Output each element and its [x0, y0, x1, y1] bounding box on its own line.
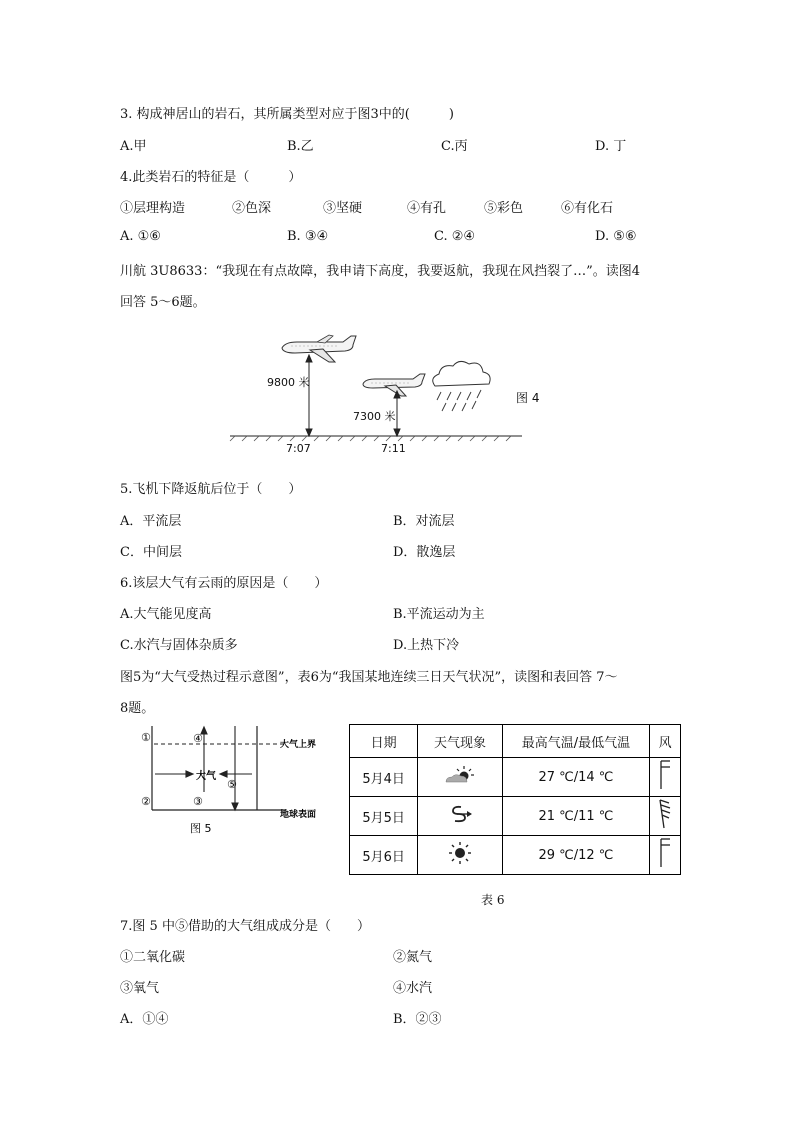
intro-56-line1: 川航 3U8633：“我现在有点故障，我申请下高度，我要返航，我现在风挡裂了…”。读图4 — [120, 264, 641, 279]
q6-option-a: A.大气能见度高 — [120, 607, 212, 622]
q7-stem: 7.图 5 中⑤借助的大气组成成分是（ ） — [120, 919, 370, 934]
weather-cell — [418, 758, 502, 797]
table-row — [350, 836, 681, 875]
q4-option-b: B. ③④ — [287, 229, 329, 244]
intro-78-line2: 8题。 — [120, 701, 155, 716]
figure-4 — [225, 328, 540, 458]
q5-option-c: C．中间层 — [120, 545, 182, 560]
q4-feature-1: ①层理构造 — [120, 201, 186, 216]
weather-cell — [418, 836, 502, 875]
rain-cloud-icon — [433, 361, 490, 411]
q3-option-b: B.乙 — [287, 139, 314, 154]
q3-option-c: C.丙 — [441, 139, 468, 154]
wind-cell — [650, 758, 681, 797]
fig5-atmosphere-label: 大气 — [196, 771, 216, 782]
q7-item-2: ②氮气 — [393, 950, 433, 965]
time-1-label: 7:07 — [286, 442, 311, 455]
q5-option-a: A．平流层 — [120, 514, 182, 529]
header-date: 日期 — [350, 725, 418, 758]
fig5-label-1: ① — [141, 731, 151, 744]
weather-cell — [418, 797, 502, 836]
altitude-high-label: 9800 米 — [267, 376, 310, 389]
intro-78-line1: 图5为“大气受热过程示意图”，表6为“我国某地连续三日天气状况”，读图和表回答 7～ — [120, 670, 618, 685]
q5-stem: 5.飞机下降返航后位于（ ） — [120, 482, 302, 497]
partly-cloudy-icon — [440, 764, 480, 786]
q7-option-b: B．②③ — [393, 1012, 442, 1027]
airplane-low-icon — [363, 374, 425, 396]
q3-option-a: A.甲 — [120, 139, 147, 154]
airplane-high-icon — [282, 335, 356, 362]
fig5-label-3: ③ — [193, 795, 203, 808]
wind-cell — [650, 797, 681, 836]
wind-barb-strong-icon — [657, 798, 673, 830]
table-row — [350, 758, 681, 797]
q6-option-b: B.平流运动为主 — [393, 607, 485, 622]
weather-table — [349, 724, 681, 875]
fig5-label-5: ⑤ — [227, 778, 237, 791]
q3-stem: 3. 构成神居山的岩石，其所属类型对应于图3中的( ) — [120, 107, 454, 122]
q5-option-b: B．对流层 — [393, 514, 455, 529]
q4-option-d: D. ⑤⑥ — [595, 229, 637, 244]
row-date: 5月6日 — [350, 836, 418, 875]
q4-option-c: C. ②④ — [434, 229, 476, 244]
q6-option-c: C.水汽与固体杂质多 — [120, 638, 238, 653]
figure-5-caption: 图 5 — [190, 822, 212, 835]
q5-option-d: D．散逸层 — [393, 545, 456, 560]
table-header-row — [350, 725, 681, 758]
q7-item-1: ①二氧化碳 — [120, 950, 186, 965]
q6-option-d: D.上热下冷 — [393, 638, 460, 653]
q7-item-4: ④水汽 — [393, 981, 433, 996]
header-weather: 天气现象 — [418, 725, 502, 758]
q4-feature-3: ③坚硬 — [323, 201, 363, 216]
wind-cell — [650, 836, 681, 875]
altitude-low-label: 7300 米 — [353, 410, 396, 423]
row-date: 5月5日 — [350, 797, 418, 836]
q4-feature-2: ②色深 — [232, 201, 272, 216]
q4-feature-5: ⑤彩色 — [484, 201, 524, 216]
fig5-upper-boundary-label: 大气上界 — [280, 740, 317, 750]
table-6-caption: 表 6 — [481, 893, 505, 907]
figure-4-caption: 图 4 — [516, 391, 540, 405]
fig5-label-4: ④ — [193, 732, 203, 745]
sunny-icon — [447, 841, 473, 865]
q3-option-d: D. 丁 — [595, 139, 627, 154]
q7-item-3: ③氧气 — [120, 981, 160, 996]
row-date: 5月4日 — [350, 758, 418, 797]
table-row — [350, 797, 681, 836]
time-2-label: 7:11 — [381, 442, 406, 455]
fig5-surface-label: 地球表面 — [280, 810, 317, 820]
fig5-label-2: ② — [141, 795, 151, 808]
q4-option-a: A. ①⑥ — [120, 229, 161, 244]
wind-barb-light-icon — [658, 837, 672, 869]
row-temperature: 27 ℃/14 ℃ — [502, 758, 650, 797]
header-wind: 风 — [650, 725, 681, 758]
wind-barb-light-icon — [658, 759, 672, 791]
figure-5 — [138, 722, 338, 838]
q7-option-a: A．①④ — [120, 1012, 169, 1027]
row-temperature: 29 ℃/12 ℃ — [502, 836, 650, 875]
q6-stem: 6.该层大气有云雨的原因是（ ） — [120, 576, 328, 591]
row-temperature: 21 ℃/11 ℃ — [502, 797, 650, 836]
header-temperature: 最高气温/最低气温 — [502, 725, 650, 758]
q4-feature-4: ④有孔 — [407, 201, 447, 216]
intro-56-line2: 回答 5～6题。 — [120, 295, 206, 310]
sandstorm-icon — [445, 803, 475, 825]
q4-stem: 4.此类岩石的特征是（ ） — [120, 170, 302, 185]
q4-feature-6: ⑥有化石 — [561, 201, 614, 216]
